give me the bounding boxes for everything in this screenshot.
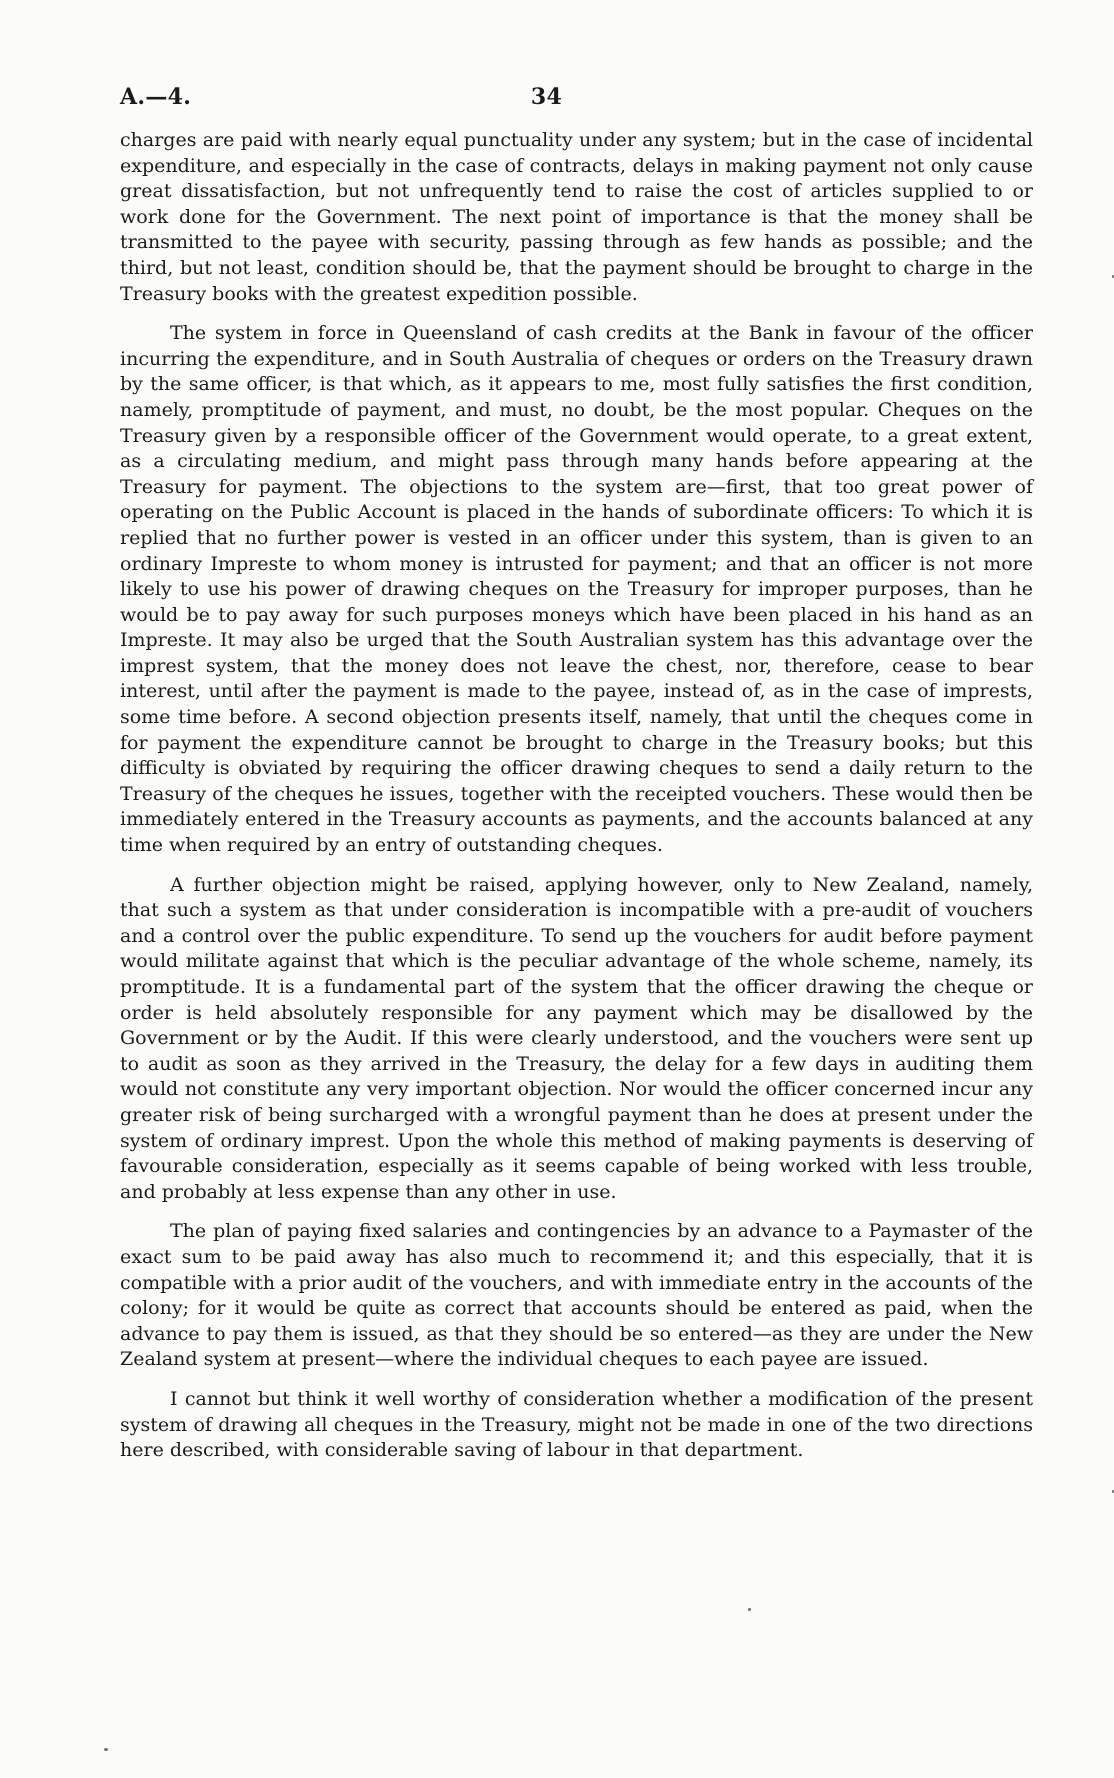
paragraph-continuation: charges are paid with nearly equal punctuality under any system; but in the case of incidental expenditure, and especially in the case of contracts, delays in making payment not only cause great dissatisfaction, but not unfrequently tend to raise the cost of articles supplied to or work done for the Government. The next point of importance is that the money shall be transmitted to the payee with security, passing through as few hands as possible; and the third, but not least, condition should be, that the payment should be brought to charge in the Treasury books with the greatest expedition possible. bbox=[120, 129, 1033, 305]
page-header bbox=[120, 84, 1033, 114]
paragraph-further-objection: A further objection might be raised, applying however, only to New Zealand, namely, that such a system as that under consideration is incompatible with a pre-audit of vouchers and a control over the public expenditure. To send up the vouchers for audit before payment would militate against that which is the peculiar advantage of the whole scheme, namely, its promptitude. It is a fundamental part of the system that the officer drawing the cheque or order is held absolutely responsible for any payment which may be disallowed by the Government or by the Audit. If this were clearly understood, and the vouchers were sent up to audit as soon as they arrived in the Treasury, the delay for a few days in auditing them would not constitute any very important objection. Nor would the officer concerned incur any greater risk of being surcharged with a wrongful payment than he does at present under the system of ordinary imprest. Upon the whole this method of making payments is deserving of favourable consideration, especially as it seems capable of being worked with less trouble, and probably at less expense than any other in use. bbox=[120, 873, 1033, 1203]
paragraph-paymaster-plan: The plan of paying fixed salaries and contingencies by an advance to a Paymaster of the exact sum to be paid away has also much to recommend it; and this especially, that it is compatible with a prior audit of the vouchers, and with immediate entry in the accounts of the colony; for it would be quite as correct that accounts should be entered as paid, when the advance to pay them is issued, as that they should be so entered—as they are under the New Zealand system at present—where the individual cheques to each payee are issued. bbox=[120, 1220, 1033, 1371]
paragraph-queensland-system: The system in force in Queensland of cash credits at the Bank in favour of the officer incurring the expenditure, and in South Australia of cheques or orders on the Treasury drawn by the same officer, is that which, as it appears to me, most fully satisfies the first condition, namely, promptitude of payment, and must, no doubt, be the most popular. Cheques on the Treasury given by a responsible officer of the Government would operate, to a great extent, as a circulating medium, and might pass through many hands before appearing at the Treasury for payment. The objections to the system are—first, that too great power of operating on the Public Account is placed in the hands of subordinate officers: To which it is replied that no further power is vested in an officer under this system, than is given to an ordinary Impreste to whom money is intrusted for payment; and that an officer is not more likely to use his power of drawing cheques on the Treasury for improper purposes, than he would be to pay away for such purposes moneys which have been placed in his hand as an Impreste. It may also be urged that the South Australian system has this advantage over the imprest system, that the money does not leave the chest, nor, therefore, cease to bear interest, until after the payment is made to the payee, instead of, as in the case of imprests, some time before. A second objection presents itself, namely, that until the cheques come in for payment the expenditure cannot be brought to charge in the Treasury books; but this difficulty is obviated by requiring the officer drawing cheques to send a daily return to the Treasury of the cheques he issues, together with the receipted vouchers. These would then be immediately entered in the Treasury accounts as payments, and the accounts balanced at any time when required by an entry of outstanding cheques. bbox=[120, 322, 1033, 857]
scan-speck bbox=[104, 1748, 108, 1751]
paragraph-conclusion: I cannot but think it well worthy of consideration whether a modification of the present system of drawing all cheques in the Treasury, might not be made in one of the two directions here described, with considerable saving of labour in that department. bbox=[120, 1387, 1033, 1462]
scan-speck bbox=[748, 1608, 751, 1611]
document-reference: A.—4. bbox=[120, 84, 192, 110]
page-number: 34 bbox=[530, 84, 563, 110]
body-text bbox=[120, 128, 1033, 1478]
